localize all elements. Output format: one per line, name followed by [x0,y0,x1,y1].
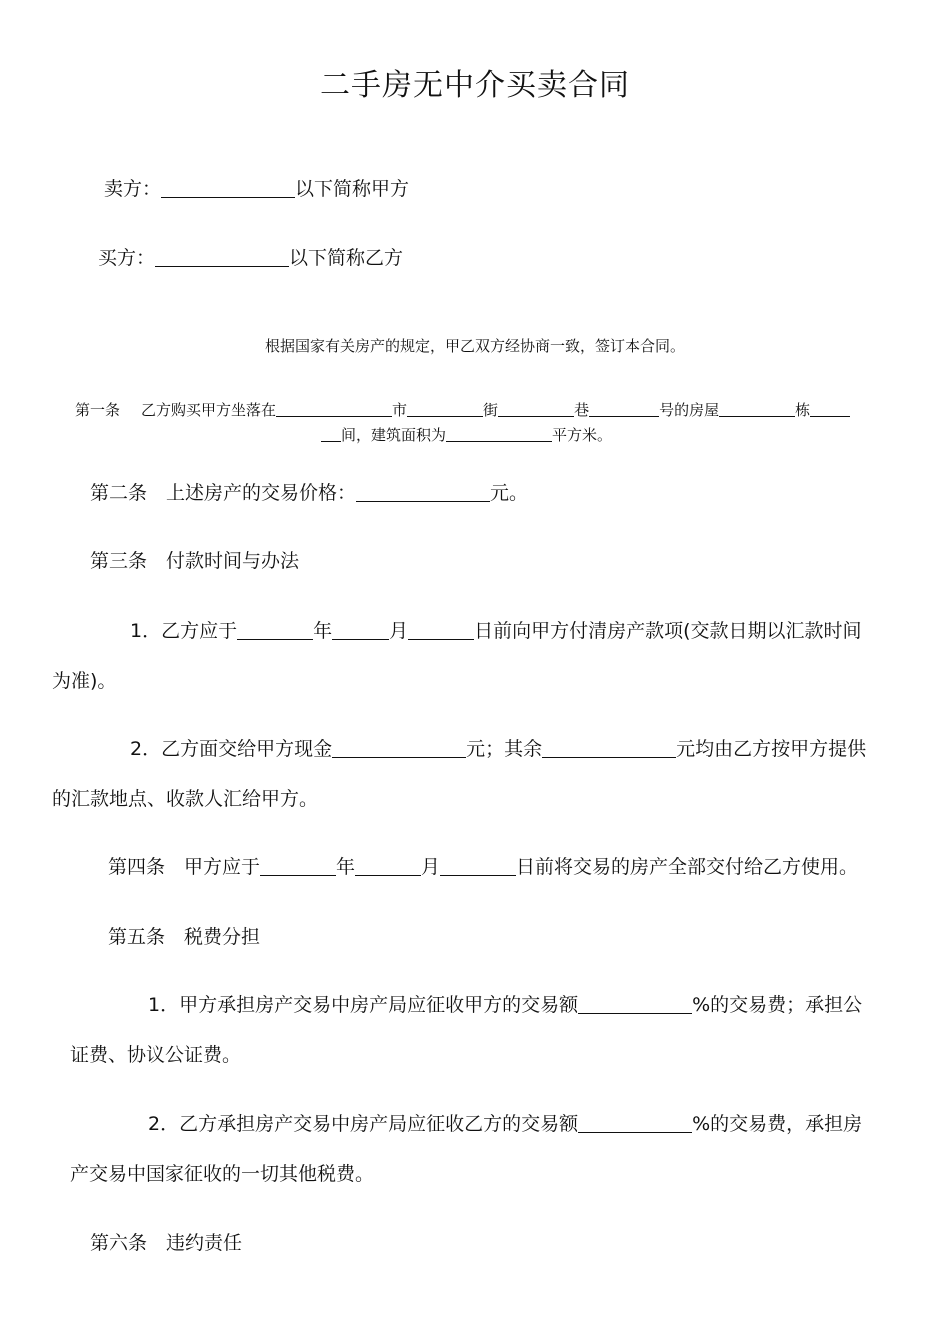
article3-item2-line2: 的汇款地点、收款人汇给甲方。 [52,788,319,810]
cash-amount-blank[interactable] [332,739,466,758]
street-blank[interactable] [498,402,574,417]
article2-text: 第二条 上述房产的交易价格： [90,482,357,504]
seller-line [104,177,409,201]
article1-line1 [75,400,850,420]
article2-line [90,481,528,505]
article5-item2-line2: 产交易中国家征收的一切其他税费。 [70,1163,375,1185]
article4-text-a: 第四条 甲方应于 [108,856,261,878]
location-blank[interactable] [276,402,392,417]
article1-line2 [321,425,612,445]
article1-text: 乙方购买甲方坐落在 [141,401,277,419]
article3-heading: 第三条 付款时间与办法 [90,550,300,572]
article3-item1-line1 [130,619,862,643]
area-blank[interactable] [446,427,552,442]
article5-heading: 第五条 税费分担 [108,926,261,948]
item1-text-a: 1．乙方应于 [130,620,238,642]
street-label: 街 [483,401,499,419]
payment-day-blank[interactable] [408,621,474,640]
delivery-month-blank[interactable] [355,857,421,876]
payment-month-blank[interactable] [332,621,389,640]
seller-fee-rate-blank[interactable] [578,995,692,1014]
article3-item1-line2: 为准)。 [52,670,117,692]
delivery-day-blank[interactable] [440,857,516,876]
item2-text-c: 元均由乙方按甲方提供 [676,738,867,760]
price-blank[interactable] [356,483,490,502]
seller-suffix: 以下简称甲方 [295,178,410,200]
item1-text-b: 日前向甲方付清房产款项(交款日期以汇款时间 [474,620,862,642]
delivery-year-label: 年 [336,856,356,878]
building-blank[interactable] [719,402,795,417]
tax-item2-text-b: %的交易费，承担房 [692,1113,863,1135]
article4-line [108,855,858,879]
article4-text-b: 日前将交易的房产全部交付给乙方使用。 [516,856,859,878]
article5-item1-line2: 证费、协议公证费。 [70,1044,242,1066]
price-unit: 元。 [490,482,529,504]
article1-label: 第一条 [75,401,121,419]
lane-label: 巷 [574,401,590,419]
room-label: 间，建筑面积为 [341,426,447,444]
lane-blank[interactable] [589,402,659,417]
tax-item2-text-a: 2．乙方承担房产交易中房产局应征收乙方的交易额 [148,1113,579,1135]
month-label: 月 [389,620,409,642]
remittance-amount-blank[interactable] [542,739,676,758]
buyer-line [98,246,403,270]
document-title: 二手房无中介买卖合同 [320,68,630,103]
area-unit: 平方米。 [552,426,613,444]
article5-item2-line1 [148,1112,862,1136]
item2-text-b: 元；其余 [466,738,543,760]
article6-heading: 第六条 违约责任 [90,1232,243,1254]
room-blank-b[interactable] [321,427,341,442]
buyer-name-blank[interactable] [155,248,289,267]
seller-name-blank[interactable] [161,179,295,198]
house-no-label: 号的房屋 [659,401,720,419]
article3-item2-line1 [130,737,866,761]
delivery-year-blank[interactable] [260,857,336,876]
room-blank-a[interactable] [810,402,850,417]
buyer-fee-rate-blank[interactable] [578,1114,692,1133]
delivery-month-label: 月 [421,856,441,878]
article5-item1-line1 [148,993,862,1017]
buyer-suffix: 以下简称乙方 [289,247,404,269]
seller-label: 卖方： [104,178,162,200]
intro-paragraph: 根据国家有关房产的规定，甲乙双方经协商一致，签订本合同。 [264,337,685,355]
item2-text-a: 2．乙方面交给甲方现金 [130,738,333,760]
city-label: 市 [392,401,408,419]
tax-item1-text-b: %的交易费；承担公 [692,994,863,1016]
year-label: 年 [313,620,333,642]
buyer-label: 买方： [98,247,156,269]
building-label: 栋 [795,401,811,419]
tax-item1-text-a: 1．甲方承担房产交易中房产局应征收甲方的交易额 [148,994,579,1016]
city-blank[interactable] [407,402,483,417]
payment-year-blank[interactable] [237,621,313,640]
